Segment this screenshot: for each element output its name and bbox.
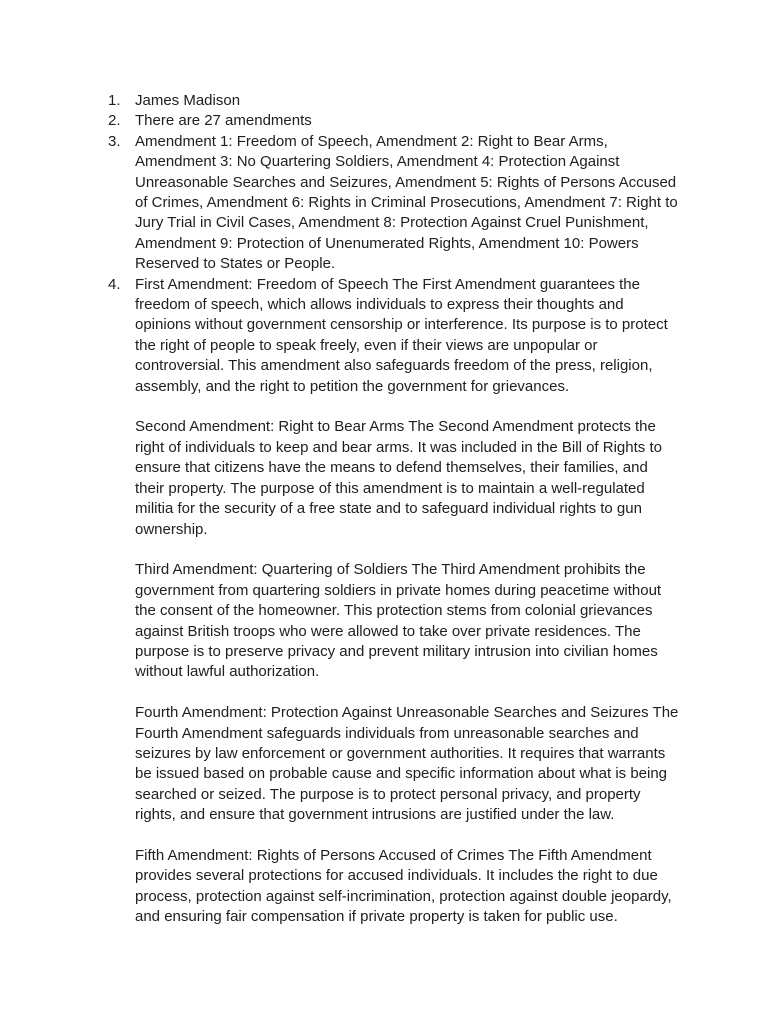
third-amendment-paragraph: Third Amendment: Quartering of Soldiers The Third Amendment prohibits the government from quartering soldiers in private homes during peacetime without the consent of the homeowner. This protection stems from colonial grievances against British troops who were allowed to take over private residences. The purpose is to preserve privacy and prevent military intrusion into civilian homes without lawful authorization.: [135, 561, 662, 681]
list-item: [108, 111, 680, 131]
list-item: [108, 275, 680, 928]
list-item-text: James Madison: [135, 92, 241, 109]
list-number: 3.: [108, 132, 121, 150]
second-amendment-paragraph: Second Amendment: Right to Bear Arms The Second Amendment protects the right of individuals to keep and bear arms. It was included in the Bill of Rights to ensure that citizens have the means to defend themselves, their families, and their property. The purpose of this amendment is to maintain a well-regulated militia for the security of a free state and to safeguard individual rights to gun ownership.: [135, 418, 662, 538]
numbered-list: [108, 91, 680, 928]
first-amendment-paragraph: First Amendment: Freedom of Speech The First Amendment guarantees the freedom of speech, which allows individuals to express their thoughts and opinions without government censorship or interference. Its purpose is to protect the right of people to speak freely, even if their views are unpopular or controversial. This amendment also safeguards freedom of the press, religion, assembly, and the right to petition the government for grievances.: [135, 275, 668, 395]
list-number: 1.: [108, 92, 121, 109]
list-item-text: There are 27 amendments: [135, 112, 312, 130]
list-item-text: Amendment 1: Freedom of Speech, Amendment 2: Right to Bear Arms, Amendment 3: No Quartering Soldiers, Amendment 4: Protection Against Unreasonable Searches and Seizures, Amendment 5: Rights of Persons Accused of Crimes, Amendment 6: Rights in Criminal Prosecutions, Amendment 7: Right to Jury Trial in Civil Cases, Amendment 8: Protection Against Cruel Punishment, Amendment 9: Protection of Unenumerated Rights, Amendment 10: Powers Reserved to States or People.: [135, 132, 678, 273]
list-number: 4.: [108, 275, 121, 293]
fifth-amendment-paragraph: Fifth Amendment: Rights of Persons Accused of Crimes The Fifth Amendment provides several protections for accused individuals. It includes the right to due process, protection against self-incrimination, protection against double jeopardy, and ensuring fair compensation if private property is taken for public use.: [135, 846, 672, 926]
fourth-amendment-paragraph: Fourth Amendment: Protection Against Unreasonable Searches and Seizures The Fourth Amendment safeguards individuals from unreasonable searches and seizures by law enforcement or government authorities. It requires that warrants be issued based on probable cause and specific information about what is being searched or seized. The purpose is to protect personal privacy, and property rights, and ensure that government intrusions are justified under the law.: [135, 704, 679, 824]
list-item: [108, 132, 680, 275]
list-item: [108, 91, 680, 111]
list-number: 2.: [108, 112, 121, 130]
